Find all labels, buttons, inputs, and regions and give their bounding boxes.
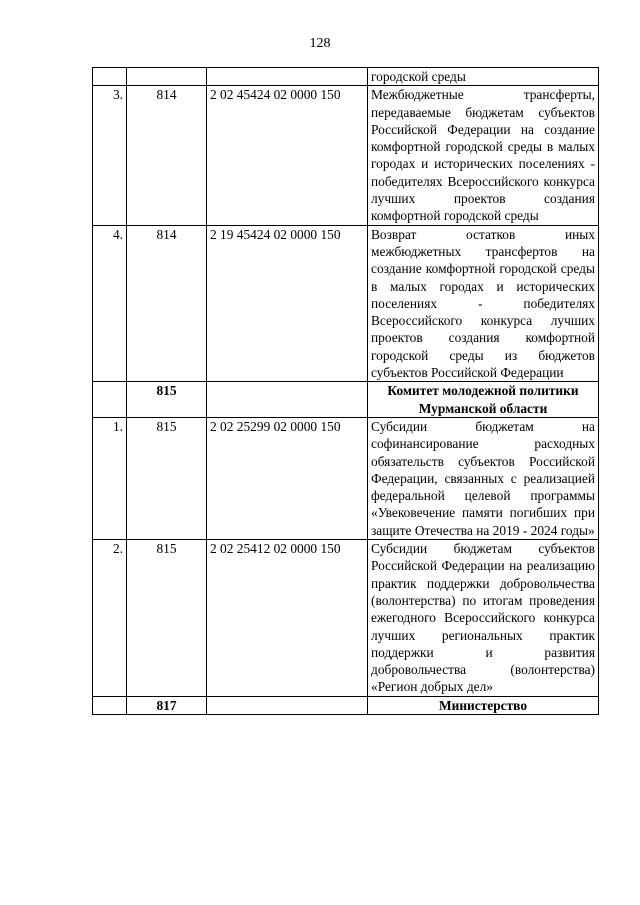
budget-classification-code <box>207 68 368 86</box>
table-row <box>93 696 599 714</box>
table-row <box>93 417 599 539</box>
row-number: 2. <box>93 540 127 697</box>
admin-code <box>127 68 207 86</box>
table-body <box>93 68 599 715</box>
revenue-description: Межбюджетные трансферты, передаваемые бюджетам субъектов Российской Федерации на создание комфортной городской среды в малых городах и исторических поселениях - победителях Всероссийского конкурса лучших проектов создания комфортной городской среды <box>368 86 599 225</box>
table-row <box>93 86 599 225</box>
table-row <box>93 225 599 382</box>
revenue-description: Субсидии бюджетам на софинансирование расходных обязательств субъектов Российской Федерации, связанных с реализацией федеральной целевой программы «Увековечение памяти погибших при защите Отечества на 2019 - 2024 годы» <box>368 417 599 539</box>
table-row <box>93 540 599 697</box>
row-number: 4. <box>93 225 127 382</box>
budget-classification-code: 2 02 45424 02 0000 150 <box>207 86 368 225</box>
revenue-description: городской среды <box>368 68 599 86</box>
row-number <box>93 382 127 418</box>
admin-code: 815 <box>127 417 207 539</box>
budget-classification-code: 2 02 25412 02 0000 150 <box>207 540 368 697</box>
revenue-description: Возврат остатков иных межбюджетных трансфертов на создание комфортной городской среды в малых городах и исторических поселениях - победителях Всероссийского конкурса лучших проектов создания комфортной городской среды из бюджетов субъектов Российской Федерации <box>368 225 599 382</box>
table-row <box>93 382 599 418</box>
budget-codes-table <box>92 67 599 715</box>
admin-code: 814 <box>127 86 207 225</box>
table-row <box>93 68 599 86</box>
admin-code: 814 <box>127 225 207 382</box>
row-number: 3. <box>93 86 127 225</box>
budget-classification-code: 2 19 45424 02 0000 150 <box>207 225 368 382</box>
administrator-name: Комитет молодежной политики Мурманской области <box>368 382 599 418</box>
budget-classification-code <box>207 382 368 418</box>
row-number <box>93 696 127 714</box>
revenue-description: Субсидии бюджетам субъектов Российской Федерации на реализацию практик поддержки добровольчества (волонтерства) по итогам проведения ежегодного Всероссийского конкурса лучших региональных практик поддержки и развития добровольчества (волонтерства) «Регион добрых дел» <box>368 540 599 697</box>
budget-classification-code <box>207 696 368 714</box>
admin-code: 815 <box>127 540 207 697</box>
row-number <box>93 68 127 86</box>
administrator-name: Министерство <box>368 696 599 714</box>
admin-code: 815 <box>127 382 207 418</box>
budget-classification-code: 2 02 25299 02 0000 150 <box>207 417 368 539</box>
admin-code: 817 <box>127 696 207 714</box>
page-number: 128 <box>309 36 331 51</box>
row-number: 1. <box>93 417 127 539</box>
